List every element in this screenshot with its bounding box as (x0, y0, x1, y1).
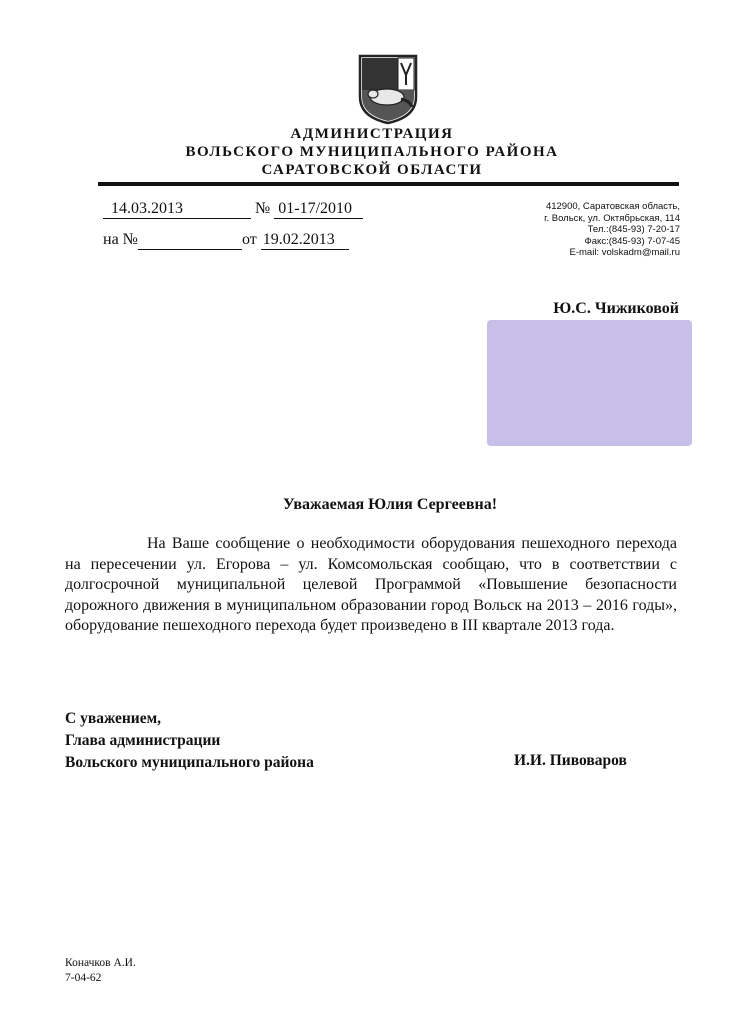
executor-name: Коначков А.И. (65, 957, 136, 969)
phone-line: Тел.:(845-93) 7-20-17 (587, 224, 680, 236)
address-line: 412900, Саратовская область, (545, 201, 680, 212)
redacted-area (487, 320, 692, 446)
reference-label: на № (103, 231, 138, 248)
org-title-line1: АДМИНИСТРАЦИЯ (290, 126, 454, 142)
org-title-line3: САРАТОВСКОЙ ОБЛАСТИ (261, 162, 483, 178)
closing: С уважением, (65, 710, 162, 727)
signer-organization: Вольского муниципального района (65, 754, 314, 771)
outgoing-date: 14.03.2013 (103, 200, 251, 219)
address-block (544, 201, 680, 259)
fax-line: Факс:(845-93) 7-07-45 (584, 235, 680, 247)
outgoing-date-field (103, 200, 251, 219)
address-line: г. Вольск, ул. Октябрьская, 114 (544, 212, 680, 224)
reference-date-label: от (241, 231, 257, 248)
signer-position: Глава администрации (65, 732, 221, 749)
salutation: Уважаемая Юлия Сергеевна! (282, 496, 498, 513)
email-line: E-mail: volskadm@mail.ru (569, 247, 680, 259)
coat-of-arms-icon (357, 53, 419, 125)
outgoing-number-field (255, 200, 363, 219)
reference-field (103, 231, 349, 250)
outgoing-number: 01-17/2010 (274, 200, 363, 219)
number-label: № (255, 200, 271, 217)
letter-body: На Ваше сообщение о необходимости оборудования пешеходного перехода на пересечении ул. Егорова – ул. Комсомольская сообщаю, что в соответствии с долгосрочной муниципальной целевой Программой «Повышение безопасности дорожного движения в муниципальном образовании город Вольск на 2013 – 2016 годы», оборудование пешеходного перехода будет произведено в III квартале 2013 года. (65, 535, 677, 634)
signer-name: И.И. Пивоваров (514, 752, 627, 769)
org-title-line2: ВОЛЬСКОГО МУНИЦИПАЛЬНОГО РАЙОНА (185, 144, 559, 160)
executor-block (65, 956, 136, 986)
reference-date: 19.02.2013 (261, 231, 349, 250)
reference-number (138, 232, 242, 250)
letterhead-divider (98, 182, 679, 186)
executor-phone: 7-04-62 (65, 972, 102, 984)
addressee: Ю.С. Чижиковой (553, 300, 679, 317)
signature-block (65, 708, 314, 774)
